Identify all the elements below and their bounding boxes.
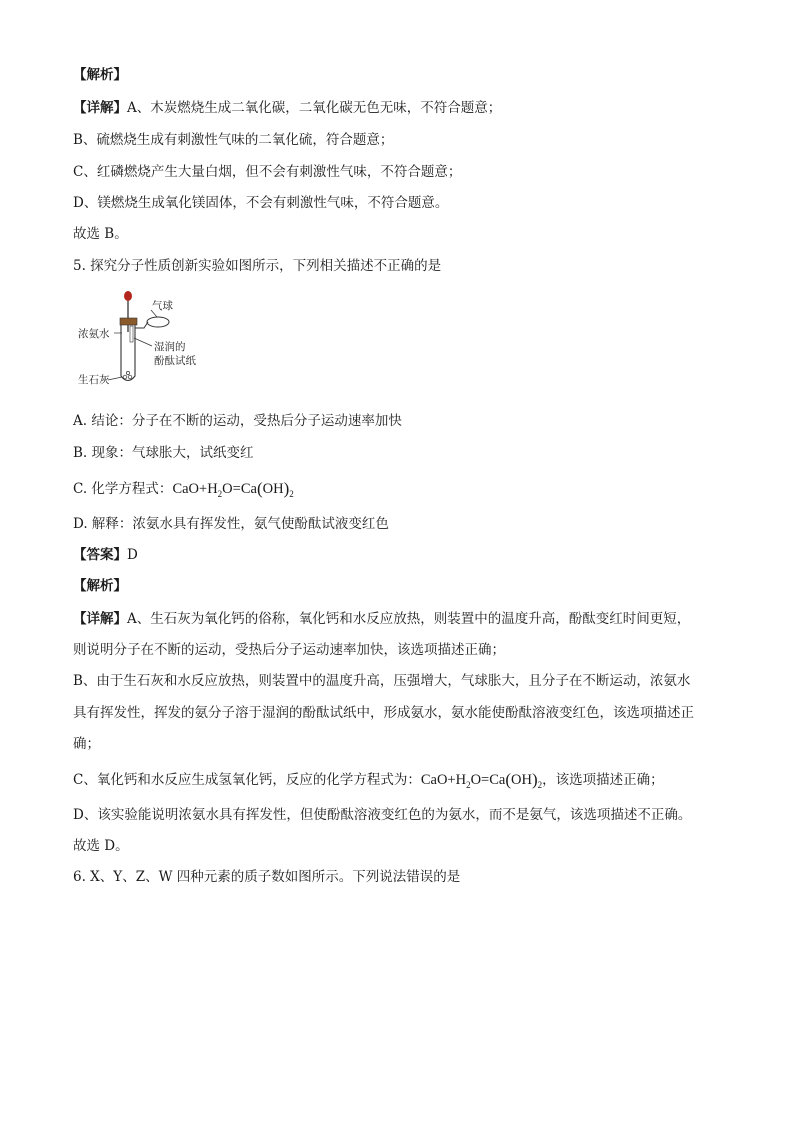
balloon — [147, 317, 169, 327]
q5-b-line1: B、由于生石灰和水反应放热，则装置中的温度升高，压强增大，气球胀大，且分子在不断运动，浓氨水 — [73, 673, 691, 689]
label-paper-line2: 酚酞试纸 — [154, 355, 196, 367]
experiment-apparatus-figure — [78, 288, 218, 388]
phenolphthalein-paper — [130, 326, 133, 342]
q5-detail-line1 — [73, 610, 690, 628]
explanation-option-d: D、镁燃烧生成氧化镁固体，不会有刺激性气味，不符合题意。 — [73, 195, 449, 211]
option-c-prefix: C. 化学方程式： — [73, 481, 173, 497]
q5-c-line — [73, 770, 664, 790]
c-line-prefix: C、氧化钙和水反应生成氢氧化钙，反应的化学方程式为： — [73, 772, 421, 788]
q5-b-line3: 确； — [73, 736, 100, 752]
answer-line — [73, 546, 138, 564]
quicklime-solid — [128, 375, 132, 379]
label-paper-line1: 湿润的 — [154, 341, 186, 353]
question-5-option-d: D. 解释：浓氨水具有挥发性，氨气使酚酞试液变红色 — [73, 516, 389, 532]
detail-label: 【详解】 — [73, 100, 127, 116]
label-quicklime: 生石灰 — [78, 374, 110, 386]
analysis-heading: 【解析】 — [73, 67, 127, 83]
analysis-heading-q5: 【解析】 — [73, 578, 127, 594]
question-5-stem: 5. 探究分子性质创新实验如图所示，下列相关描述不正确的是 — [73, 258, 442, 274]
dropper-bulb — [124, 291, 132, 301]
q5-detail-text: A、生石灰为氧化钙的俗称，氧化钙和水反应放热，则装置中的温度升高，酚酞变红时间更短， — [127, 611, 691, 627]
explanation-option-b: B、硫燃烧生成有刺激性气味的二氧化硫，符合题意； — [73, 132, 394, 148]
question-6-stem: 6. X、Y、Z、W 四种元素的质子数如图所示。下列说法错误的是 — [73, 869, 461, 885]
chemical-equation-detail: $CaO+H_2O=Ca(OH)_2$ — [420, 770, 543, 790]
q5-detail-line2: 则说明分子在不断的运动，受热后分子运动速率加快，该选项描述正确； — [73, 642, 505, 658]
label-balloon: 气球 — [152, 300, 173, 312]
question-5-option-a: A. 结论：分子在不断的运动，受热后分子运动速率加快 — [73, 413, 402, 429]
conclusion-text: 故选 B。 — [73, 226, 128, 242]
answer-value: D — [127, 547, 138, 563]
detail-text: A、木炭燃烧生成二氧化碳，二氧化碳无色无味，不符合题意； — [127, 100, 502, 116]
label-ammonia: 浓氨水 — [78, 328, 110, 340]
paper-leader-line — [134, 338, 152, 346]
detail-paragraph — [73, 99, 501, 117]
quicklime-solid — [126, 371, 129, 374]
explanation-option-c: C、红磷燃烧产生大量白烟，但不会有刺激性气味，不符合题意； — [73, 164, 462, 180]
question-5-option-c — [73, 479, 294, 499]
quicklime-leader-line — [108, 377, 122, 380]
c-line-suffix: ，该选项描述正确； — [542, 772, 664, 788]
q5-b-line2: 具有挥发性，挥发的氨分子溶于湿润的酚酞试纸中，形成氨水，氨水能使酚酞溶液变红色，该选项描述正 — [73, 705, 694, 721]
answer-label: 【答案】 — [73, 547, 127, 563]
q5-d-line: D、该实验能说明浓氨水具有挥发性，但使酚酞溶液变红色的为氨水，而不是氨气，该选项描述不正确。 — [73, 807, 692, 823]
detail-label-q5: 【详解】 — [73, 611, 127, 627]
question-5-option-b: B. 现象：气球胀大，试纸变红 — [73, 445, 254, 461]
q5-conclusion: 故选 D。 — [73, 838, 129, 854]
rubber-stopper — [120, 318, 137, 325]
chemical-equation: $CaO+H_2O=Ca(OH)_2$ — [172, 479, 294, 499]
quicklime-solid — [123, 375, 127, 379]
